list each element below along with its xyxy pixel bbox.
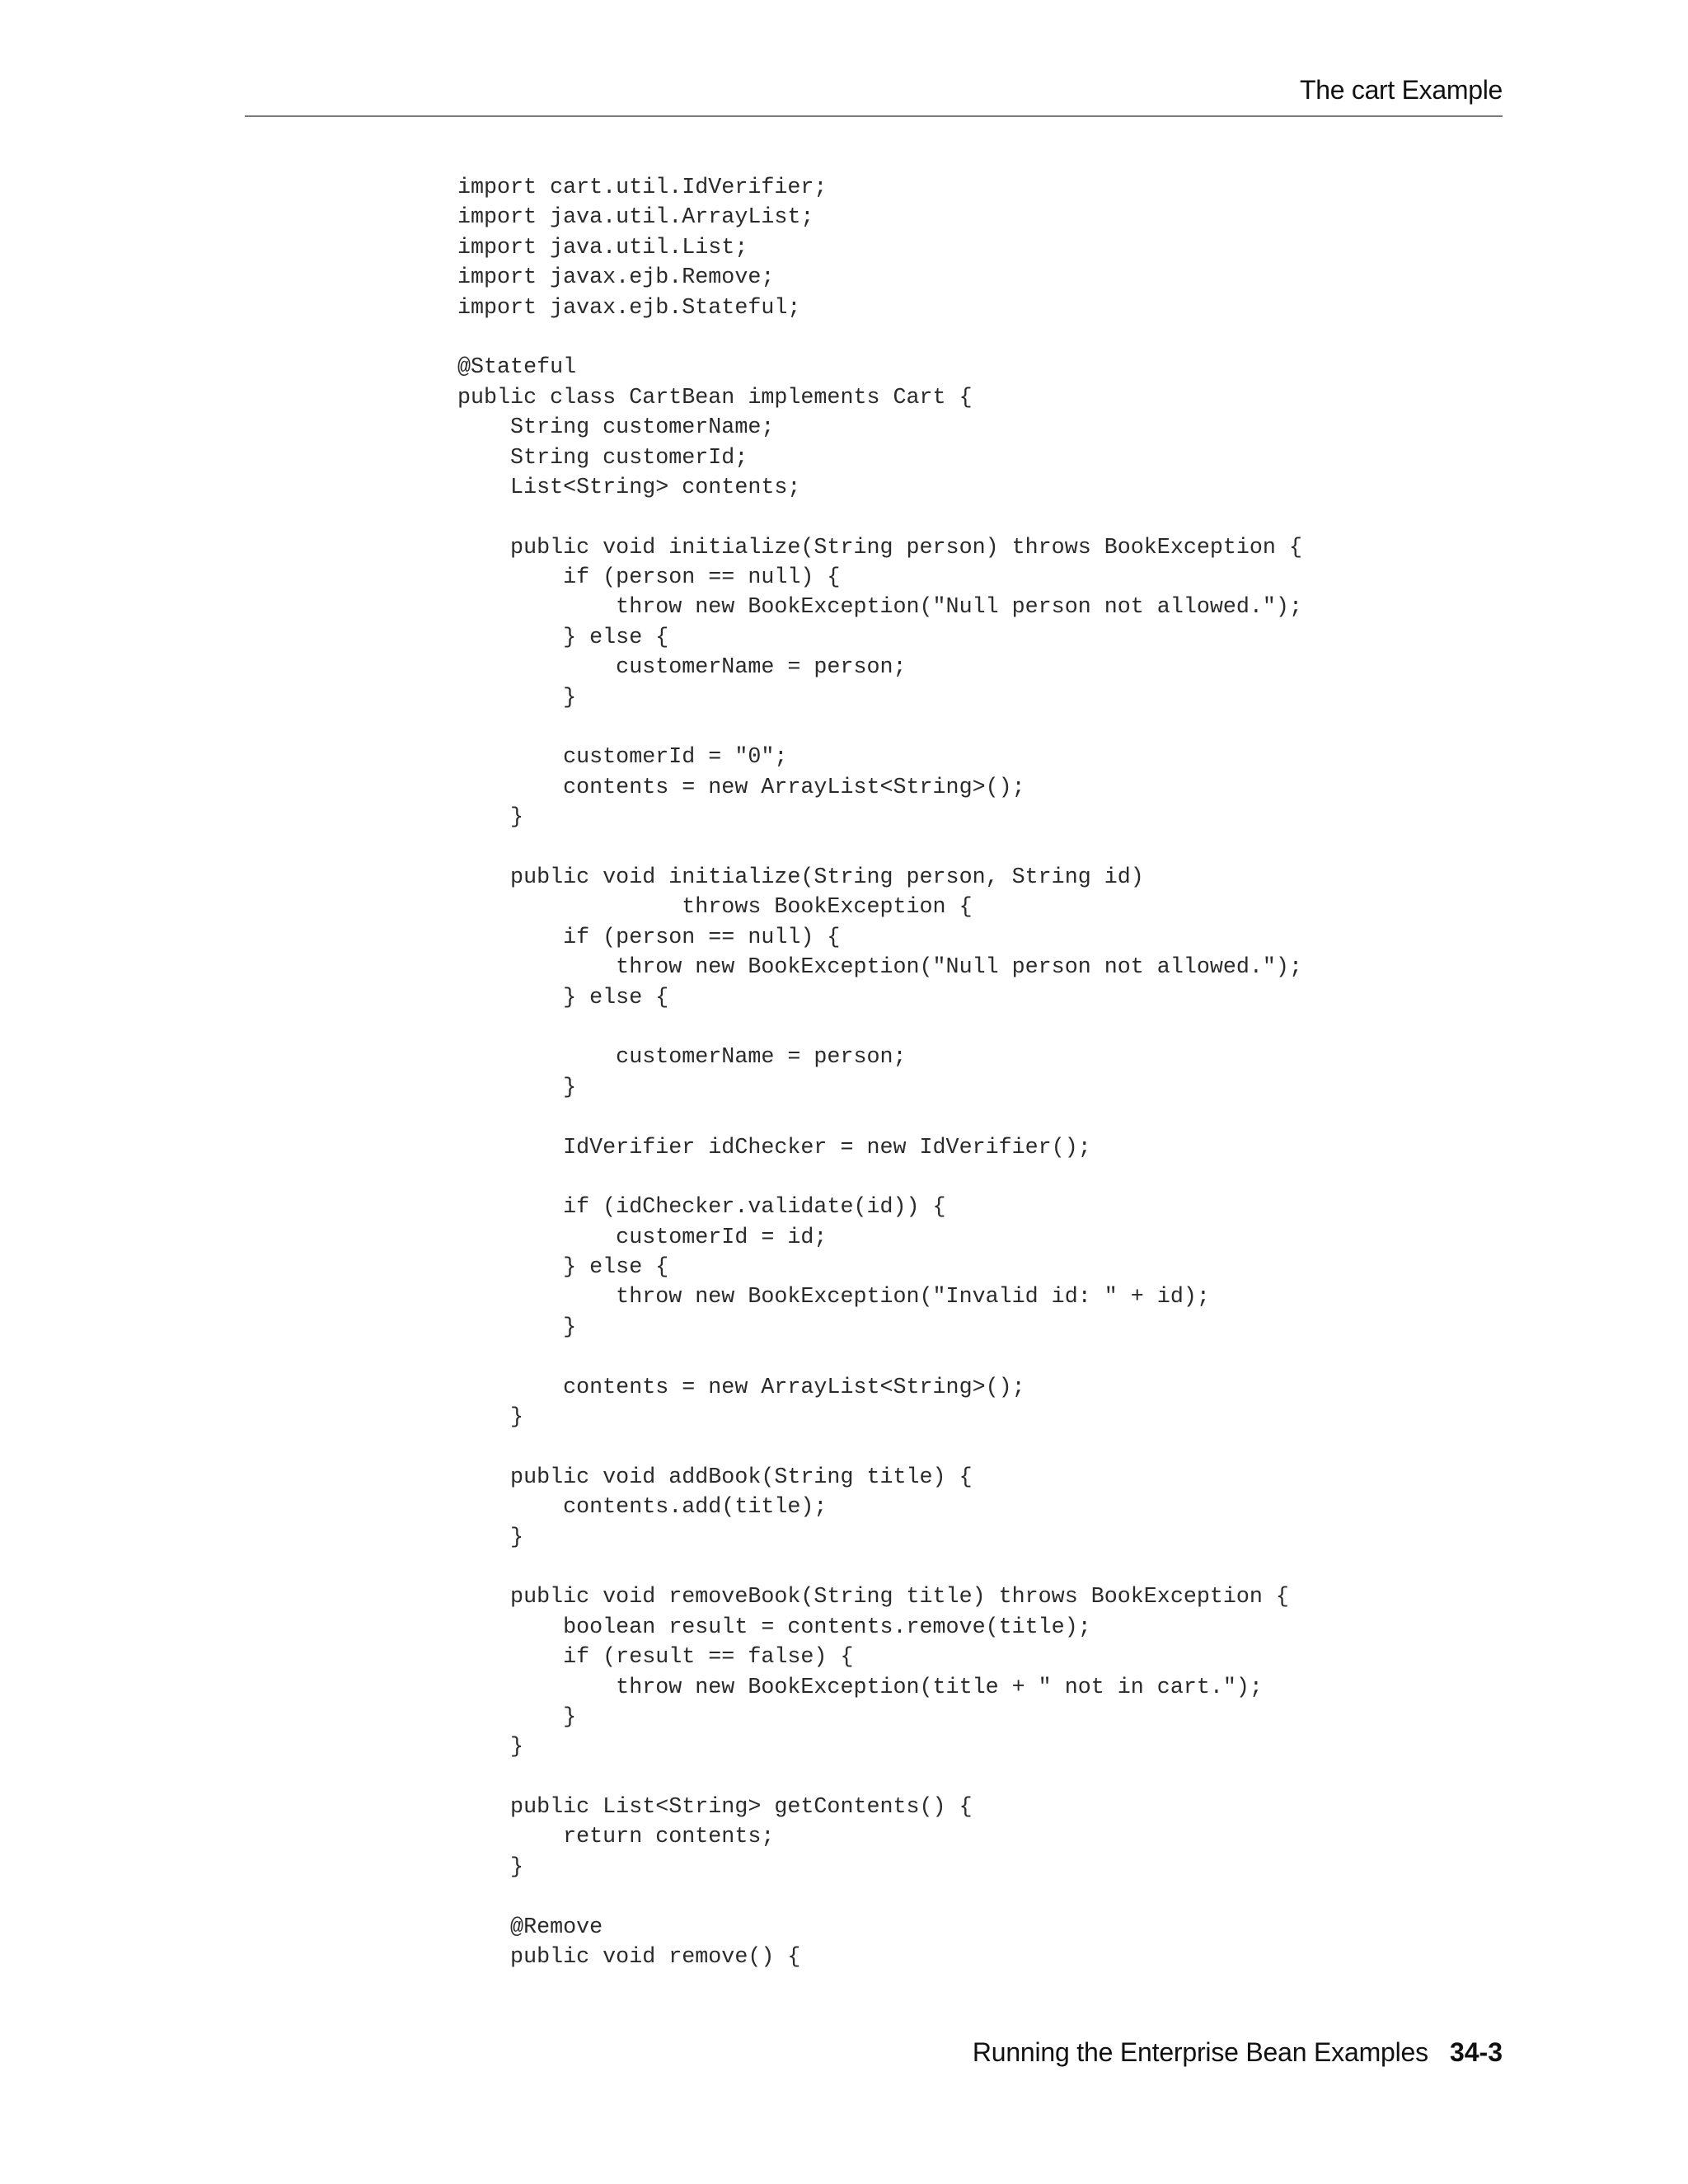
code-line: contents = new ArrayList<String>(); — [457, 775, 1025, 800]
code-line: List<String> contents; — [457, 475, 801, 500]
code-line: return contents; — [457, 1825, 775, 1850]
code-line: if (person == null) { — [457, 565, 841, 591]
code-line — [457, 1103, 1405, 1132]
code-line: customerName = person; — [457, 1045, 907, 1071]
page-footer — [973, 2036, 1503, 2069]
code-line: boolean result = contents.remove(title); — [457, 1615, 1091, 1640]
code-line: throws BookException { — [457, 895, 973, 921]
code-line: throw new BookException("Null person not allowed."); — [457, 955, 1302, 981]
code-line — [457, 713, 1405, 743]
page-header — [245, 71, 1503, 117]
code-line: } — [457, 1735, 524, 1760]
code-line — [457, 1882, 1405, 1912]
code-line: String customerId; — [457, 445, 748, 471]
code-line — [457, 1763, 1405, 1793]
code-line: throw new BookException("Null person not allowed."); — [457, 595, 1302, 621]
code-line: import java.util.ArrayList; — [457, 205, 814, 231]
code-line: } — [457, 1315, 577, 1340]
code-line: public void remove() { — [457, 1945, 801, 1971]
code-line: } — [457, 685, 577, 710]
code-line: } — [457, 1704, 577, 1730]
code-line: if (idChecker.validate(id)) { — [457, 1195, 946, 1221]
code-line: } — [457, 1405, 524, 1431]
code-line: } — [457, 805, 524, 831]
code-line: import javax.ejb.Remove; — [457, 265, 775, 291]
page-number: 34-3 — [1449, 2037, 1503, 2067]
code-line — [457, 1163, 1405, 1193]
code-line: IdVerifier idChecker = new IdVerifier(); — [457, 1135, 1091, 1160]
code-line: public void addBook(String title) { — [457, 1465, 973, 1490]
code-line: throw new BookException(title + " not in cart."); — [457, 1675, 1263, 1700]
code-listing — [457, 173, 1405, 1972]
code-line: customerId = "0"; — [457, 745, 788, 771]
code-line: public class CartBean implements Cart { — [457, 385, 973, 410]
code-line: contents = new ArrayList<String>(); — [457, 1375, 1025, 1400]
code-line: contents.add(title); — [457, 1495, 828, 1521]
code-line: String customerName; — [457, 415, 775, 441]
code-line: } — [457, 1854, 524, 1880]
code-line: @Remove — [457, 1915, 603, 1940]
code-line: @Stateful — [457, 355, 577, 381]
code-line: } else { — [457, 985, 669, 1010]
code-line — [457, 323, 1405, 353]
code-line: import cart.util.IdVerifier; — [457, 176, 828, 200]
code-line: public void removeBook(String title) throws BookException { — [457, 1585, 1289, 1610]
code-line: } — [457, 1525, 524, 1550]
code-line: throw new BookException("Invalid id: " + id); — [457, 1285, 1210, 1310]
code-line — [457, 1432, 1405, 1462]
running-header-title: The cart Example — [1300, 75, 1503, 105]
code-line: public void initialize(String person) throws BookException { — [457, 535, 1302, 560]
code-line: } else { — [457, 1255, 669, 1281]
code-line: if (person == null) { — [457, 925, 841, 950]
code-line: public List<String> getContents() { — [457, 1795, 973, 1821]
code-line: } else { — [457, 625, 669, 650]
code-line: customerId = id; — [457, 1225, 828, 1250]
code-line: import javax.ejb.Stateful; — [457, 295, 801, 321]
footer-chapter-title: Running the Enterprise Bean Examples — [972, 2037, 1428, 2067]
code-line — [457, 1343, 1405, 1372]
code-line: public void initialize(String person, String id) — [457, 865, 1144, 890]
code-line — [457, 503, 1405, 532]
code-line: import java.util.List; — [457, 235, 748, 260]
code-line: if (result == false) { — [457, 1645, 854, 1671]
code-line: customerName = person; — [457, 655, 907, 681]
code-line — [457, 1553, 1405, 1582]
code-line: } — [457, 1075, 577, 1100]
code-line — [457, 833, 1405, 863]
code-line — [457, 1013, 1405, 1043]
